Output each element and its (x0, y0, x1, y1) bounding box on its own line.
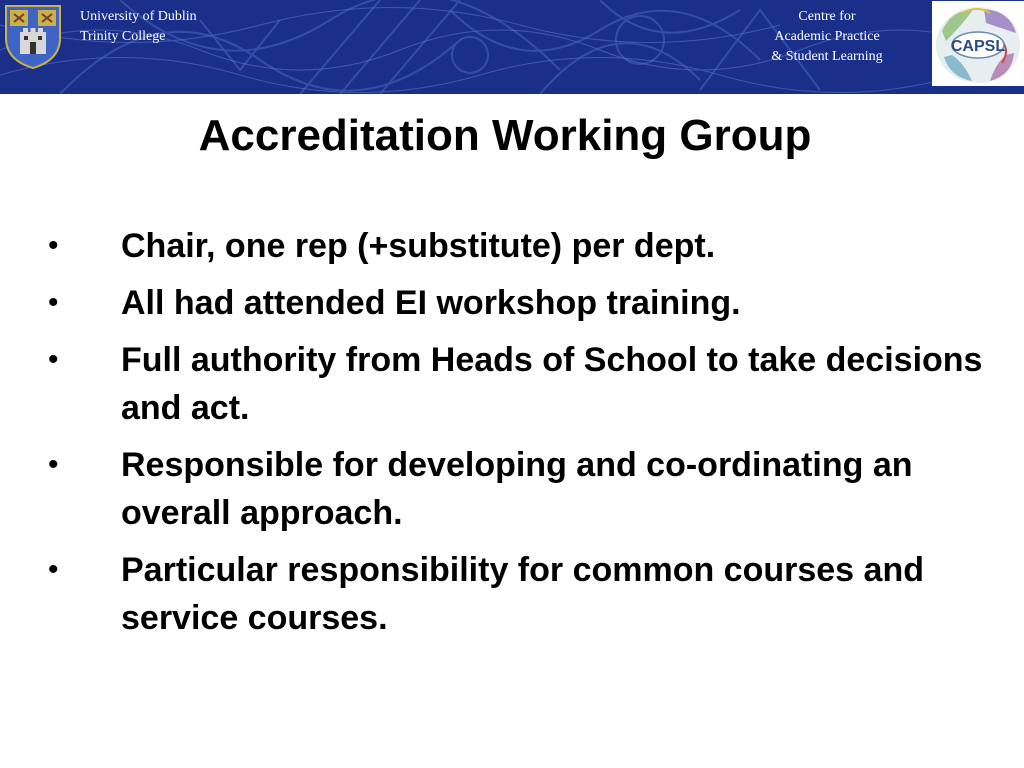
tcd-crest-logo (2, 2, 64, 70)
bullet-item (0, 336, 1010, 432)
bullet-text: Particular responsibility for common courses and service courses. (121, 551, 924, 637)
institution-name (80, 7, 197, 47)
bullet-item (0, 279, 1010, 327)
capsl-logo-text: CAPSL (950, 38, 1006, 55)
institution-line: Trinity College (80, 29, 166, 44)
header-banner (0, 0, 1024, 94)
centre-name (737, 7, 917, 67)
institution-line: University of Dublin (80, 9, 197, 24)
centre-line: & Student Learning (771, 49, 883, 64)
bullet-text: Responsible for developing and co-ordinating an overall approach. (121, 446, 913, 532)
bullet-list (0, 222, 1010, 651)
bullet-text: Chair, one rep (+substitute) per dept. (121, 227, 716, 265)
bullet-symbol: • (48, 286, 59, 319)
bullet-item (0, 546, 1010, 642)
capsl-logo (932, 1, 1024, 86)
bullet-symbol: • (48, 343, 59, 376)
bullet-item (0, 222, 1010, 270)
bullet-symbol: • (48, 229, 59, 262)
bullet-symbol: • (48, 553, 59, 586)
bullet-text: All had attended EI workshop training. (121, 284, 741, 322)
capsl-logo-box (932, 1, 1024, 86)
centre-line: Centre for (798, 9, 856, 24)
bullet-symbol: • (48, 448, 59, 481)
centre-line: Academic Practice (774, 29, 880, 44)
slide-title: Accreditation Working Group (198, 111, 812, 160)
bullet-text: Full authority from Heads of School to take decisions and act. (121, 341, 983, 427)
bullet-item (0, 441, 1010, 537)
